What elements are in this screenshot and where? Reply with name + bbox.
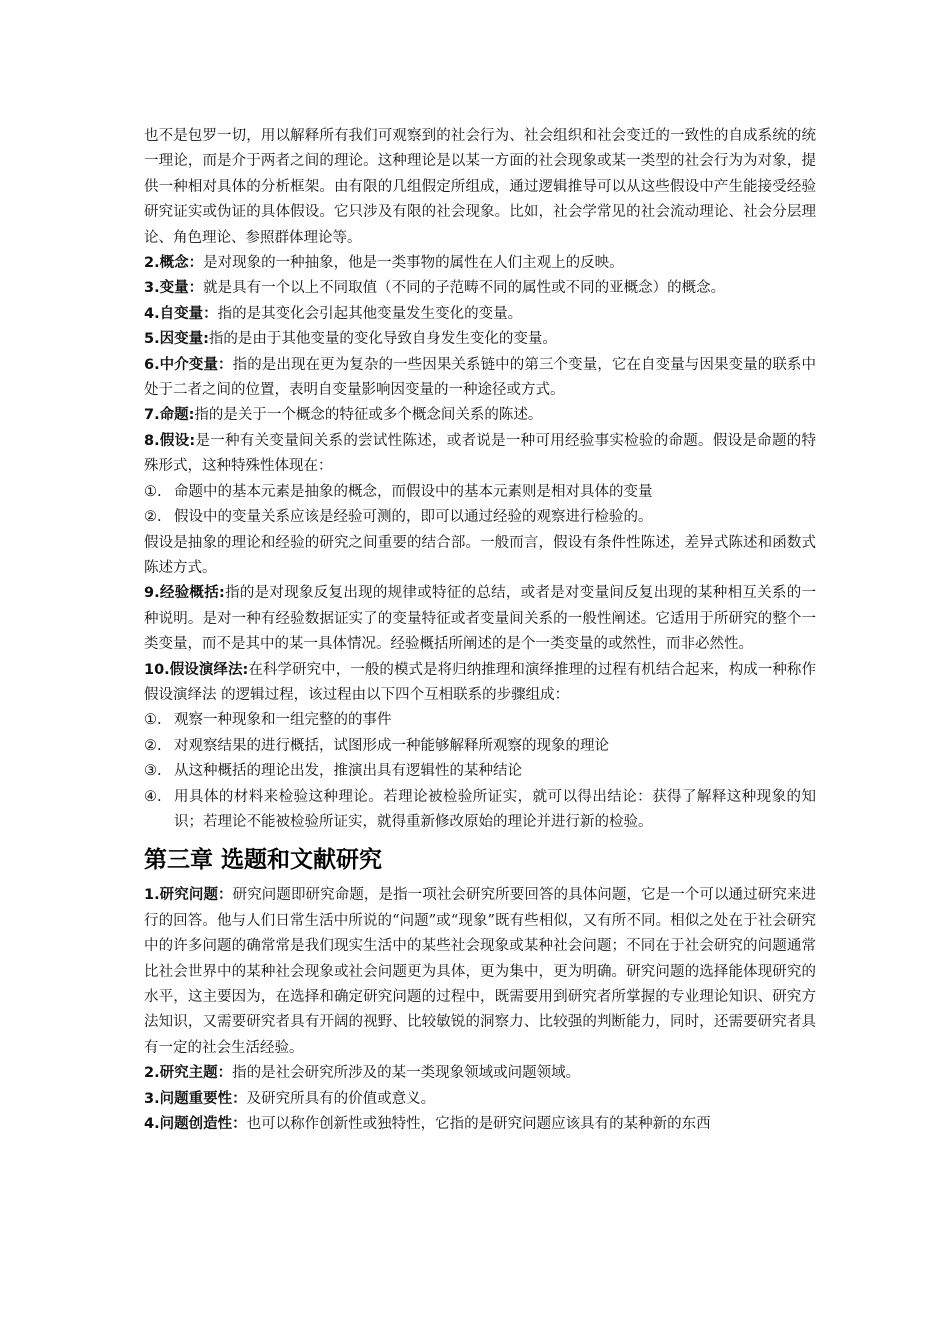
list-text: 假设中的变量关系应该是经验可测的，即可以通过经验的观察进行检验的。 bbox=[174, 509, 653, 526]
definition-text: 指的是由于其他变量的变化导致自身发生变化的变量。 bbox=[208, 331, 557, 348]
list-item bbox=[144, 785, 816, 836]
definition-term: 2.研究主题： bbox=[144, 1065, 233, 1082]
definition-text: 研究问题即研究命题，是指一项社会研究所要回答的具体问题，它是一个可以通过研究来进行的回答。他与人们日常生活中所说的“问题”或“现象”既有些相似，又有所不同。相似之处在于社会研究中的许多问题的确常常是我们现实生活中的某些社会现象或某种社会问题；不同在于社会研究的问题通常比社会世界中的某种社会现象或社会问题更为具体，更为集中，更为明确。研究问题的选择能体现研究的水平，这主要因为，在选择和确定研究问题的过程中，既需要用到研究者所掌握的专业理论知识、研究方法知识，又需要研究者具有开阔的视野、比较敏锐的洞察力、比较强的判断能力，同时，还需要研究者具有一定的社会生活经验。 bbox=[144, 887, 816, 1056]
definition-hypothesis bbox=[144, 429, 816, 480]
hypothesis-note: 假设是抽象的理论和经验的研究之间重要的结合部。一般而言，假设有条件性陈述，差异式陈述和函数式陈述方式。 bbox=[144, 534, 816, 576]
list-number: ③. bbox=[144, 763, 162, 780]
definition-term: 10.假设演绎法: bbox=[144, 661, 249, 678]
definition-text: 是一种有关变量间关系的尝试性陈述，或者说是一种可用经验事实检验的命题。假设是命题的特殊形式，这种特殊性体现在： bbox=[144, 432, 817, 475]
definition-question-importance bbox=[144, 1087, 816, 1112]
definition-text: 在科学研究中，一般的模式是将归纳推理和演绎推理的过程有机结合起来，构成一种称作 假设演绎法 的逻辑过程，该过程由以下四个互相联系的步骤组成： bbox=[144, 661, 816, 703]
list-number: ②. bbox=[144, 509, 162, 526]
chapter-heading: 第三章 选题和文献研究 bbox=[144, 847, 383, 874]
list-number: ①. bbox=[144, 712, 162, 729]
list-text: 从这种概括的理论出发，推演出具有逻辑性的某种结论 bbox=[174, 763, 522, 780]
intro-paragraph: 也不是包罗一切，用以解释所有我们可观察到的社会行为、社会组织和社会变迁的一致性的自成系统的统一理论，而是介于两者之间的理论。这种理论是以某一方面的社会现象或某一类型的社会行为为对象，提供一种相对具体的分析框架。由有限的几组假定所组成，通过逻辑推导可以从这些假设中产生能接受经验研究证实或伪证的具体假设。它只涉及有限的社会现象。比如，社会学常见的社会流动理论、社会分层理论、角色理论、参照群体理论等。 bbox=[144, 128, 816, 246]
list-number: ④. bbox=[144, 788, 162, 805]
definition-term: 3.问题重要性： bbox=[144, 1090, 247, 1107]
definition-question-creativity bbox=[144, 1112, 816, 1137]
list-number: ②. bbox=[144, 737, 162, 754]
definition-hypothetico-deductive bbox=[144, 658, 816, 709]
definition-text: 指的是出现在更为复杂的一些因果关系链中的第三个变量，它在自变量与因果变量的联系中处于二者之间的位置，表明自变量影响因变量的一种途径或方式。 bbox=[144, 356, 816, 399]
definition-text: 指的是社会研究所涉及的某一类现象领域或问题领域。 bbox=[232, 1065, 581, 1082]
definition-term: 3.变量： bbox=[144, 280, 204, 297]
definition-term: 4.自变量： bbox=[144, 305, 218, 322]
definition-intervening-variable bbox=[144, 353, 816, 404]
definition-term: 8.假设: bbox=[144, 432, 196, 449]
definition-term: 7.命题: bbox=[144, 407, 195, 424]
list-text: 观察一种现象和一组完整的的事件 bbox=[174, 712, 392, 729]
definition-text: 指的是对现象反复出现的规律或特征的总结，或者是对变量间反复出现的某种相互关系的一种说明。是对一种有经验数据证实了的变量特征或者变量间关系的一般性阐述。它适用于所研究的整个一类变量，而不是其中的某一具体情况。经验概括所阐述的是个一类变量的或然性，而非必然性。 bbox=[144, 585, 816, 653]
list-item bbox=[144, 708, 816, 733]
definition-dependent-variable bbox=[144, 327, 816, 352]
list-item bbox=[144, 734, 816, 759]
list-item bbox=[144, 505, 816, 530]
definition-term: 6.中介变量： bbox=[144, 356, 233, 373]
definition-text: 是对现象的一种抽象，他是一类事物的属性在人们主观上的反映。 bbox=[203, 255, 624, 272]
definition-text: 指的是其变化会引起其他变量发生变化的变量。 bbox=[217, 305, 523, 322]
definition-term: 1.研究问题： bbox=[144, 887, 233, 904]
list-text: 命题中的基本元素是抽象的概念，而假设中的基本元素则是相对具体的变量 bbox=[174, 483, 653, 500]
definition-research-question bbox=[144, 883, 816, 1061]
list-item bbox=[144, 480, 816, 505]
definition-proposition bbox=[144, 403, 816, 428]
definition-independent-variable bbox=[144, 302, 816, 327]
document-page bbox=[144, 124, 816, 1137]
definition-term: 2.概念： bbox=[144, 255, 204, 272]
list-item bbox=[144, 759, 816, 784]
definition-term: 9.经验概括: bbox=[144, 585, 225, 602]
definition-text: 也可以称作创新性或独特性，它指的是研究问题应该具有的某种新的东西 bbox=[246, 1116, 711, 1133]
definition-term: 5.因变量: bbox=[144, 331, 209, 348]
list-text: 用具体的材料来检验这种理论。若理论被检验所证实，就可以得出结论：获得了解释这种现象的知识；若理论不能被检验所证实，就得重新修改原始的理论并进行新的检验。 bbox=[174, 788, 816, 830]
definition-text: 指的是关于一个概念的特征或多个概念间关系的陈述。 bbox=[194, 407, 543, 424]
definition-text: 就是具有一个以上不同取值（不同的子范畴不同的属性或不同的亚概念）的概念。 bbox=[203, 280, 726, 297]
list-text: 对观察结果的进行概括，试图形成一种能够解释所观察的现象的理论 bbox=[174, 737, 609, 754]
definition-term: 4.问题创造性： bbox=[144, 1116, 247, 1133]
definition-empirical-generalization bbox=[144, 581, 816, 657]
definition-research-topic bbox=[144, 1061, 816, 1086]
definition-concept bbox=[144, 251, 816, 276]
definition-text: 及研究所具有的价值或意义。 bbox=[246, 1090, 436, 1107]
list-number: ①. bbox=[144, 483, 162, 500]
definition-variable bbox=[144, 276, 816, 301]
